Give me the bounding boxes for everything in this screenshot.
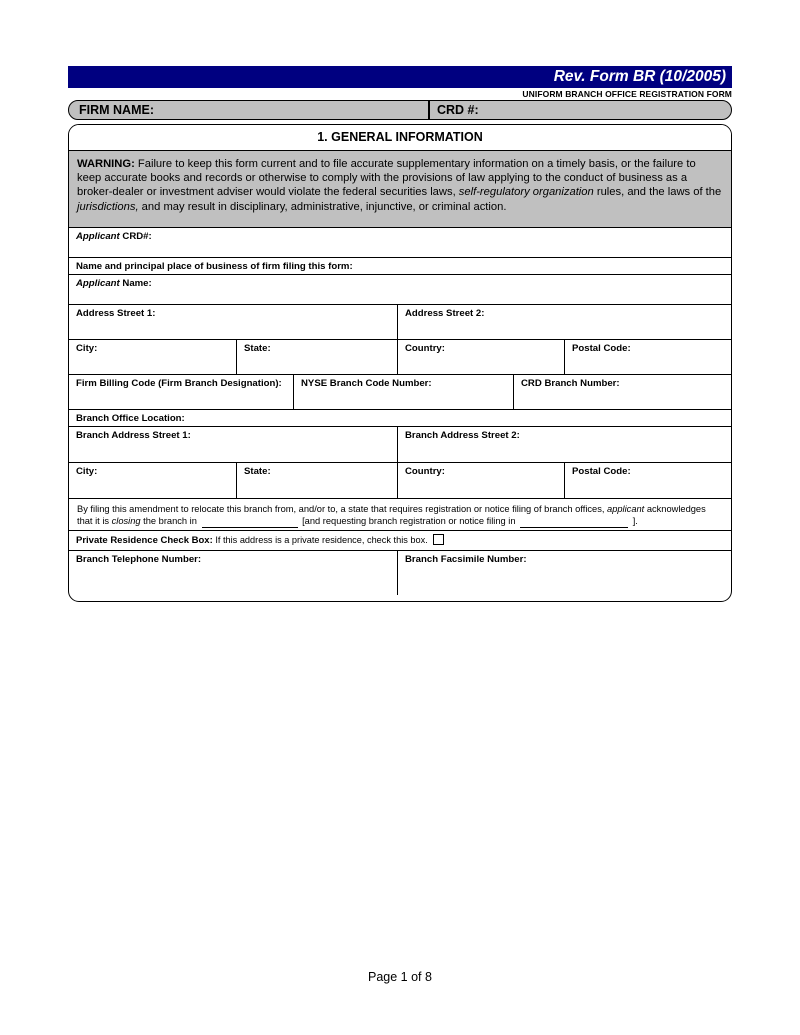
branch-postal-code-field[interactable]: Postal Code: bbox=[564, 463, 732, 498]
branch-address-street-2-field[interactable]: Branch Address Street 2: bbox=[397, 427, 732, 462]
warning-label: WARNING: bbox=[77, 158, 135, 170]
country-field[interactable]: Country: bbox=[397, 340, 564, 374]
branch-country-field[interactable]: Country: bbox=[397, 463, 564, 498]
row-address-city-state bbox=[69, 340, 731, 375]
branch-state-field[interactable]: State: bbox=[236, 463, 397, 498]
row-address-streets bbox=[69, 305, 731, 340]
amendment-blank-1[interactable] bbox=[202, 518, 298, 528]
firm-bar-divider bbox=[428, 101, 430, 119]
warning-text-3: and may result in disciplinary, administrative, injunctive, or criminal action. bbox=[138, 200, 507, 213]
crd-number-label: CRD #: bbox=[437, 103, 479, 117]
nyse-branch-code-field[interactable]: NYSE Branch Code Number: bbox=[293, 375, 513, 409]
row-branch-office-location bbox=[69, 410, 731, 427]
warning-block bbox=[69, 150, 731, 228]
row-branch-codes bbox=[69, 375, 731, 410]
amendment-italic-applicant: applicant bbox=[607, 504, 645, 514]
state-field[interactable]: State: bbox=[236, 340, 397, 374]
warning-text-2: rules, and the laws of the bbox=[593, 186, 722, 199]
general-information-box bbox=[68, 124, 732, 602]
branch-address-street-1-field[interactable]: Branch Address Street 1: bbox=[76, 430, 191, 441]
address-street-2-field[interactable]: Address Street 2: bbox=[397, 305, 732, 339]
form-subtitle: UNIFORM BRANCH OFFICE REGISTRATION FORM bbox=[522, 89, 732, 99]
amendment-blank-2[interactable] bbox=[520, 518, 628, 528]
firm-billing-code-field[interactable]: Firm Billing Code (Firm Branch Designation): bbox=[76, 378, 282, 389]
amendment-text-2: acknowledges that it is bbox=[77, 504, 706, 527]
applicant-crd-field[interactable] bbox=[69, 228, 731, 257]
applicant-crd-label: CRD#: bbox=[119, 231, 152, 242]
applicant-name-italic: Applicant bbox=[76, 278, 120, 289]
postal-code-field[interactable]: Postal Code: bbox=[564, 340, 732, 374]
private-residence-text: If this address is a private residence, check this box. bbox=[212, 535, 428, 545]
warning-text-1: Failure to keep this form current and to file accurate supplementary information on a timely basis, or the failure to keep accurate books and records or otherwise to comply with the provisions of law applying to the conduct of business as a broker-dealer or investment adviser would violate the federal securities laws, bbox=[77, 158, 696, 199]
amendment-italic-closing: closing bbox=[111, 516, 141, 527]
header-blue-bar bbox=[68, 66, 732, 88]
name-principal-label: Name and principal place of business of firm filing this form: bbox=[76, 261, 353, 272]
branch-telephone-field[interactable]: Branch Telephone Number: bbox=[76, 554, 202, 565]
row-branch-phone-fax bbox=[69, 551, 731, 595]
city-field[interactable]: City: bbox=[76, 343, 98, 354]
crd-branch-number-field[interactable]: CRD Branch Number: bbox=[513, 375, 732, 409]
row-applicant-name bbox=[69, 275, 731, 305]
private-residence-checkbox[interactable] bbox=[433, 534, 444, 545]
warning-italic-1: self-regulatory organization bbox=[458, 186, 594, 199]
firm-name-bar bbox=[68, 100, 732, 120]
amendment-text-3: the branch in bbox=[140, 516, 200, 527]
row-branch-city-state bbox=[69, 463, 731, 499]
applicant-name-label: Name: bbox=[119, 278, 152, 289]
row-name-principal bbox=[69, 258, 731, 275]
address-street-1-field[interactable]: Address Street 1: bbox=[76, 308, 156, 319]
page-footer: Page 1 of 8 bbox=[368, 970, 432, 984]
amendment-text-1: By filing this amendment to relocate this branch from, and/or to, a state that requires registration or notice filing of branch offices, bbox=[77, 504, 608, 514]
amendment-text-4: [and requesting branch registration or notice filing in bbox=[299, 516, 519, 527]
section-title: 1. GENERAL INFORMATION bbox=[69, 125, 731, 150]
amendment-paragraph bbox=[69, 499, 731, 531]
row-branch-address-streets bbox=[69, 427, 731, 463]
form-title: Rev. Form BR (10/2005) bbox=[553, 68, 726, 85]
branch-city-field[interactable]: City: bbox=[76, 466, 98, 477]
amendment-text-5: ]. bbox=[630, 516, 638, 527]
row-applicant-crd bbox=[69, 228, 731, 258]
firm-name-label: FIRM NAME: bbox=[79, 103, 154, 117]
row-private-residence bbox=[69, 531, 731, 551]
private-residence-label: Private Residence Check Box: bbox=[76, 535, 213, 546]
applicant-crd-italic: Applicant bbox=[76, 231, 120, 242]
applicant-name-field[interactable] bbox=[69, 275, 731, 304]
warning-italic-2: jurisdictions, bbox=[77, 200, 139, 213]
branch-office-location-label: Branch Office Location: bbox=[76, 413, 185, 424]
branch-facsimile-field[interactable]: Branch Facsimile Number: bbox=[397, 551, 732, 595]
